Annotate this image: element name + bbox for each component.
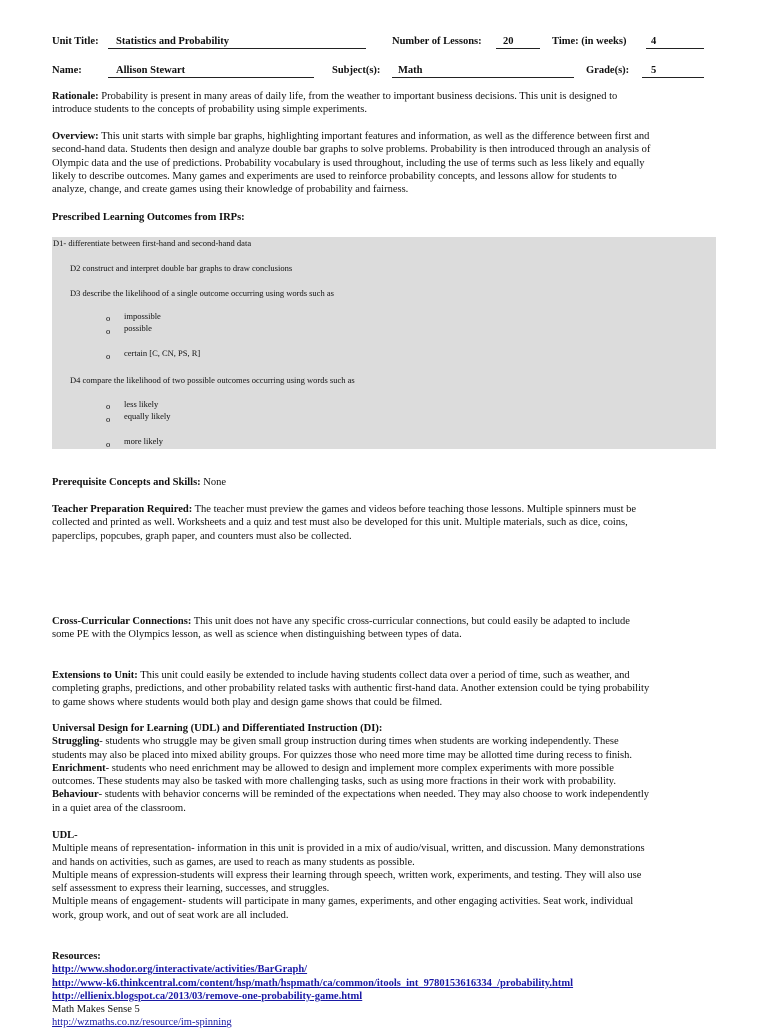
plo-d1: D1- differentiate between first-hand and second-hand data (53, 238, 252, 248)
resources-section (52, 950, 716, 1030)
prereq-line: Prerequisite Concepts and Skills: None (52, 477, 227, 488)
overview-line-3: Olympic data and the use of predictions. Probability vocabulary is used throughout, including the use of terms such as less likely and equally (52, 157, 645, 169)
extensions-line-2: completing graphs, predictions, and other probability related tasks with authentic first-hand data. Another extension could be tying probability (52, 683, 650, 695)
lessons-label: Number of Lessons: (392, 36, 482, 47)
udl-line-3: Multiple means of expression-students will express their learning through speech, written work, experiments, and testing. They will also use (52, 869, 642, 881)
struggling-line-2: students may also be placed into mixed ability groups. For quizzes those who need more time may be allotted time during recess to finish. (52, 749, 632, 761)
extensions-section (52, 669, 716, 709)
resource-link-spinning[interactable]: http://wzmaths.co.nz/resource/im-spinning (52, 1017, 232, 1029)
bullet-marker: o (106, 401, 111, 411)
resources-heading: Resources: (52, 951, 101, 962)
udl-di-section (52, 722, 716, 815)
rationale-label: Rationale: (52, 91, 99, 102)
bullet-marker: o (106, 326, 111, 336)
time-label: Time: (in weeks) (552, 36, 627, 47)
name-value: Allison Stewart (116, 65, 186, 76)
udl-line-1: Multiple means of representation- information in this unit is provided in a mix of audio/visual, written, and discussion. Many demonstrations (52, 843, 645, 855)
subject-label: Subject(s): (332, 65, 381, 76)
rationale-line-2: introduce students to the concepts of probability using simple experiments. (52, 104, 367, 116)
bullet-marker: o (106, 414, 111, 424)
udl-line-5: Multiple means of engagement- students will participate in many games, experiments, and other engaging activities. Seat work, individual (52, 896, 634, 908)
overview-line-5: analyze, change, and create games using their knowledge of probability and fairness. (52, 184, 409, 196)
struggling-line-1: Struggling- students who struggle may be given small group instruction during times when students are working independently. These (52, 736, 619, 748)
udl-line-4: self assessment to express their learning, successes, and struggles. (52, 883, 330, 895)
teacher-prep-line-2: collected and printed as well. Worksheets and a quiz and test must also be developed for this unit. Multiple materials, such as dice, coins, (52, 517, 628, 529)
rationale-line-1: Rationale: Probability is present in many areas of daily life, from the weather to important business decisions. This unit is designed to (52, 91, 618, 102)
struggling-label: Struggling (52, 736, 100, 748)
grade-value: 5 (651, 65, 657, 76)
extensions-line-3: to game shows where students would both play and design game shows that could be filmed. (52, 696, 443, 708)
prereq-label: Prerequisite Concepts and Skills: (52, 477, 201, 488)
plo-d4-item: more likely (124, 436, 163, 446)
overview-label: Overview: (52, 131, 99, 142)
resource-book: Math Makes Sense 5 (52, 1004, 140, 1016)
time-value: 4 (651, 36, 657, 47)
cross-curricular-section (52, 615, 716, 642)
plo-d3-item: impossible (124, 311, 161, 321)
resource-link-thinkcentral[interactable]: http://www-k6.thinkcentral.com/content/hsp/math/hspmath/ca/common/itools_int_9780153616334_/probability.html (52, 977, 574, 989)
udl-line-2: and hands on activities, such as games, are used to reach as many students as possible. (52, 856, 415, 868)
grade-label: Grade(s): (586, 65, 630, 76)
bullet-marker: o (106, 351, 111, 361)
udl-line-6: work, group work, and out of seat work are all included. (52, 909, 289, 921)
cross-label: Cross-Curricular Connections: (52, 616, 192, 627)
bullet-marker: o (106, 313, 111, 323)
overview-line-2: second-hand data. Students then design and analyze double bar graphs to solve problems. Probability is then introduced through an analysis of (52, 144, 651, 156)
plo-heading: Prescribed Learning Outcomes from IRPs: (52, 212, 245, 223)
teacher-prep-label: Teacher Preparation Required: (52, 504, 193, 515)
teacher-prep-line-3: paperclips, popcubes, graph paper, and counters must also be collected. (52, 530, 352, 542)
teacher-prep-section (52, 503, 716, 543)
unit-title-label: Unit Title: (52, 36, 99, 47)
lessons-value: 20 (503, 36, 514, 47)
plo-d3: D3 describe the likelihood of a single outcome occurring using words such as (70, 288, 334, 298)
resource-link-bargraph[interactable]: http://www.shodor.org/interactivate/activities/BarGraph/ (52, 964, 308, 976)
enrichment-label: Enrichment (52, 762, 106, 774)
plo-d4-item: less likely (124, 399, 159, 409)
udl-heading: UDL- (52, 830, 78, 841)
extensions-label: Extensions to Unit: (52, 670, 138, 681)
behaviour-line-2: in a quiet area of the classroom. (52, 802, 186, 814)
cross-line-1: Cross-Curricular Connections: This unit does not have any specific cross-curricular connections, but could easily be adapted to include (52, 616, 630, 627)
overview-line-1: Overview: This unit starts with simple bar graphs, highlighting important features and information, as well as the difference between first and (52, 131, 650, 142)
behaviour-label: Behaviour (52, 789, 99, 801)
cross-line-2: some PE with the Olympics lesson, as well as science when distinguishing between types of data. (52, 629, 462, 641)
unit-title-value: Statistics and Probability (116, 36, 229, 47)
plo-d2: D2 construct and interpret double bar graphs to draw conclusions (70, 263, 293, 273)
overview-section (52, 130, 716, 196)
teacher-prep-line-1: Teacher Preparation Required: The teacher must preview the games and videos before teaching those lessons. Multiple spinners must be (52, 504, 637, 515)
plo-d4-item: equally likely (124, 411, 171, 421)
udl-section (52, 829, 716, 922)
subject-value: Math (398, 65, 423, 76)
plo-d3-item: possible (124, 323, 152, 333)
overview-line-4: likely to describe outcomes. Many games and experiments are used to reinforce probability concepts, and lessons allow for students to (52, 170, 617, 182)
enrichment-line-2: outcomes. These students may also be tasked with more challenging tasks, such as using more fractions in their work with probability. (52, 776, 616, 788)
plo-d4: D4 compare the likelihood of two possible outcomes occurring using words such as (70, 375, 355, 385)
resource-link-ellienix[interactable]: http://ellienix.blogspot.ca/2013/03/remove-one-probability-game.html (52, 990, 363, 1002)
bullet-marker: o (106, 439, 111, 449)
behaviour-line-1: Behaviour- students with behavior concerns will be reminded of the expectations when needed. They may also choose to work independently (52, 789, 649, 801)
name-label: Name: (52, 65, 82, 76)
rationale-section (52, 90, 716, 117)
udl-di-heading: Universal Design for Learning (UDL) and Differentiated Instruction (DI): (52, 723, 383, 734)
plo-d3-item: certain [C, CN, PS, R] (124, 348, 201, 358)
enrichment-line-1: Enrichment- students who need enrichment may be allowed to design and implement more complex experiments with more possible (52, 762, 614, 774)
extensions-line-1: Extensions to Unit: This unit could easily be extended to include having students collect data over a period of time, such as weather, and (52, 670, 630, 681)
